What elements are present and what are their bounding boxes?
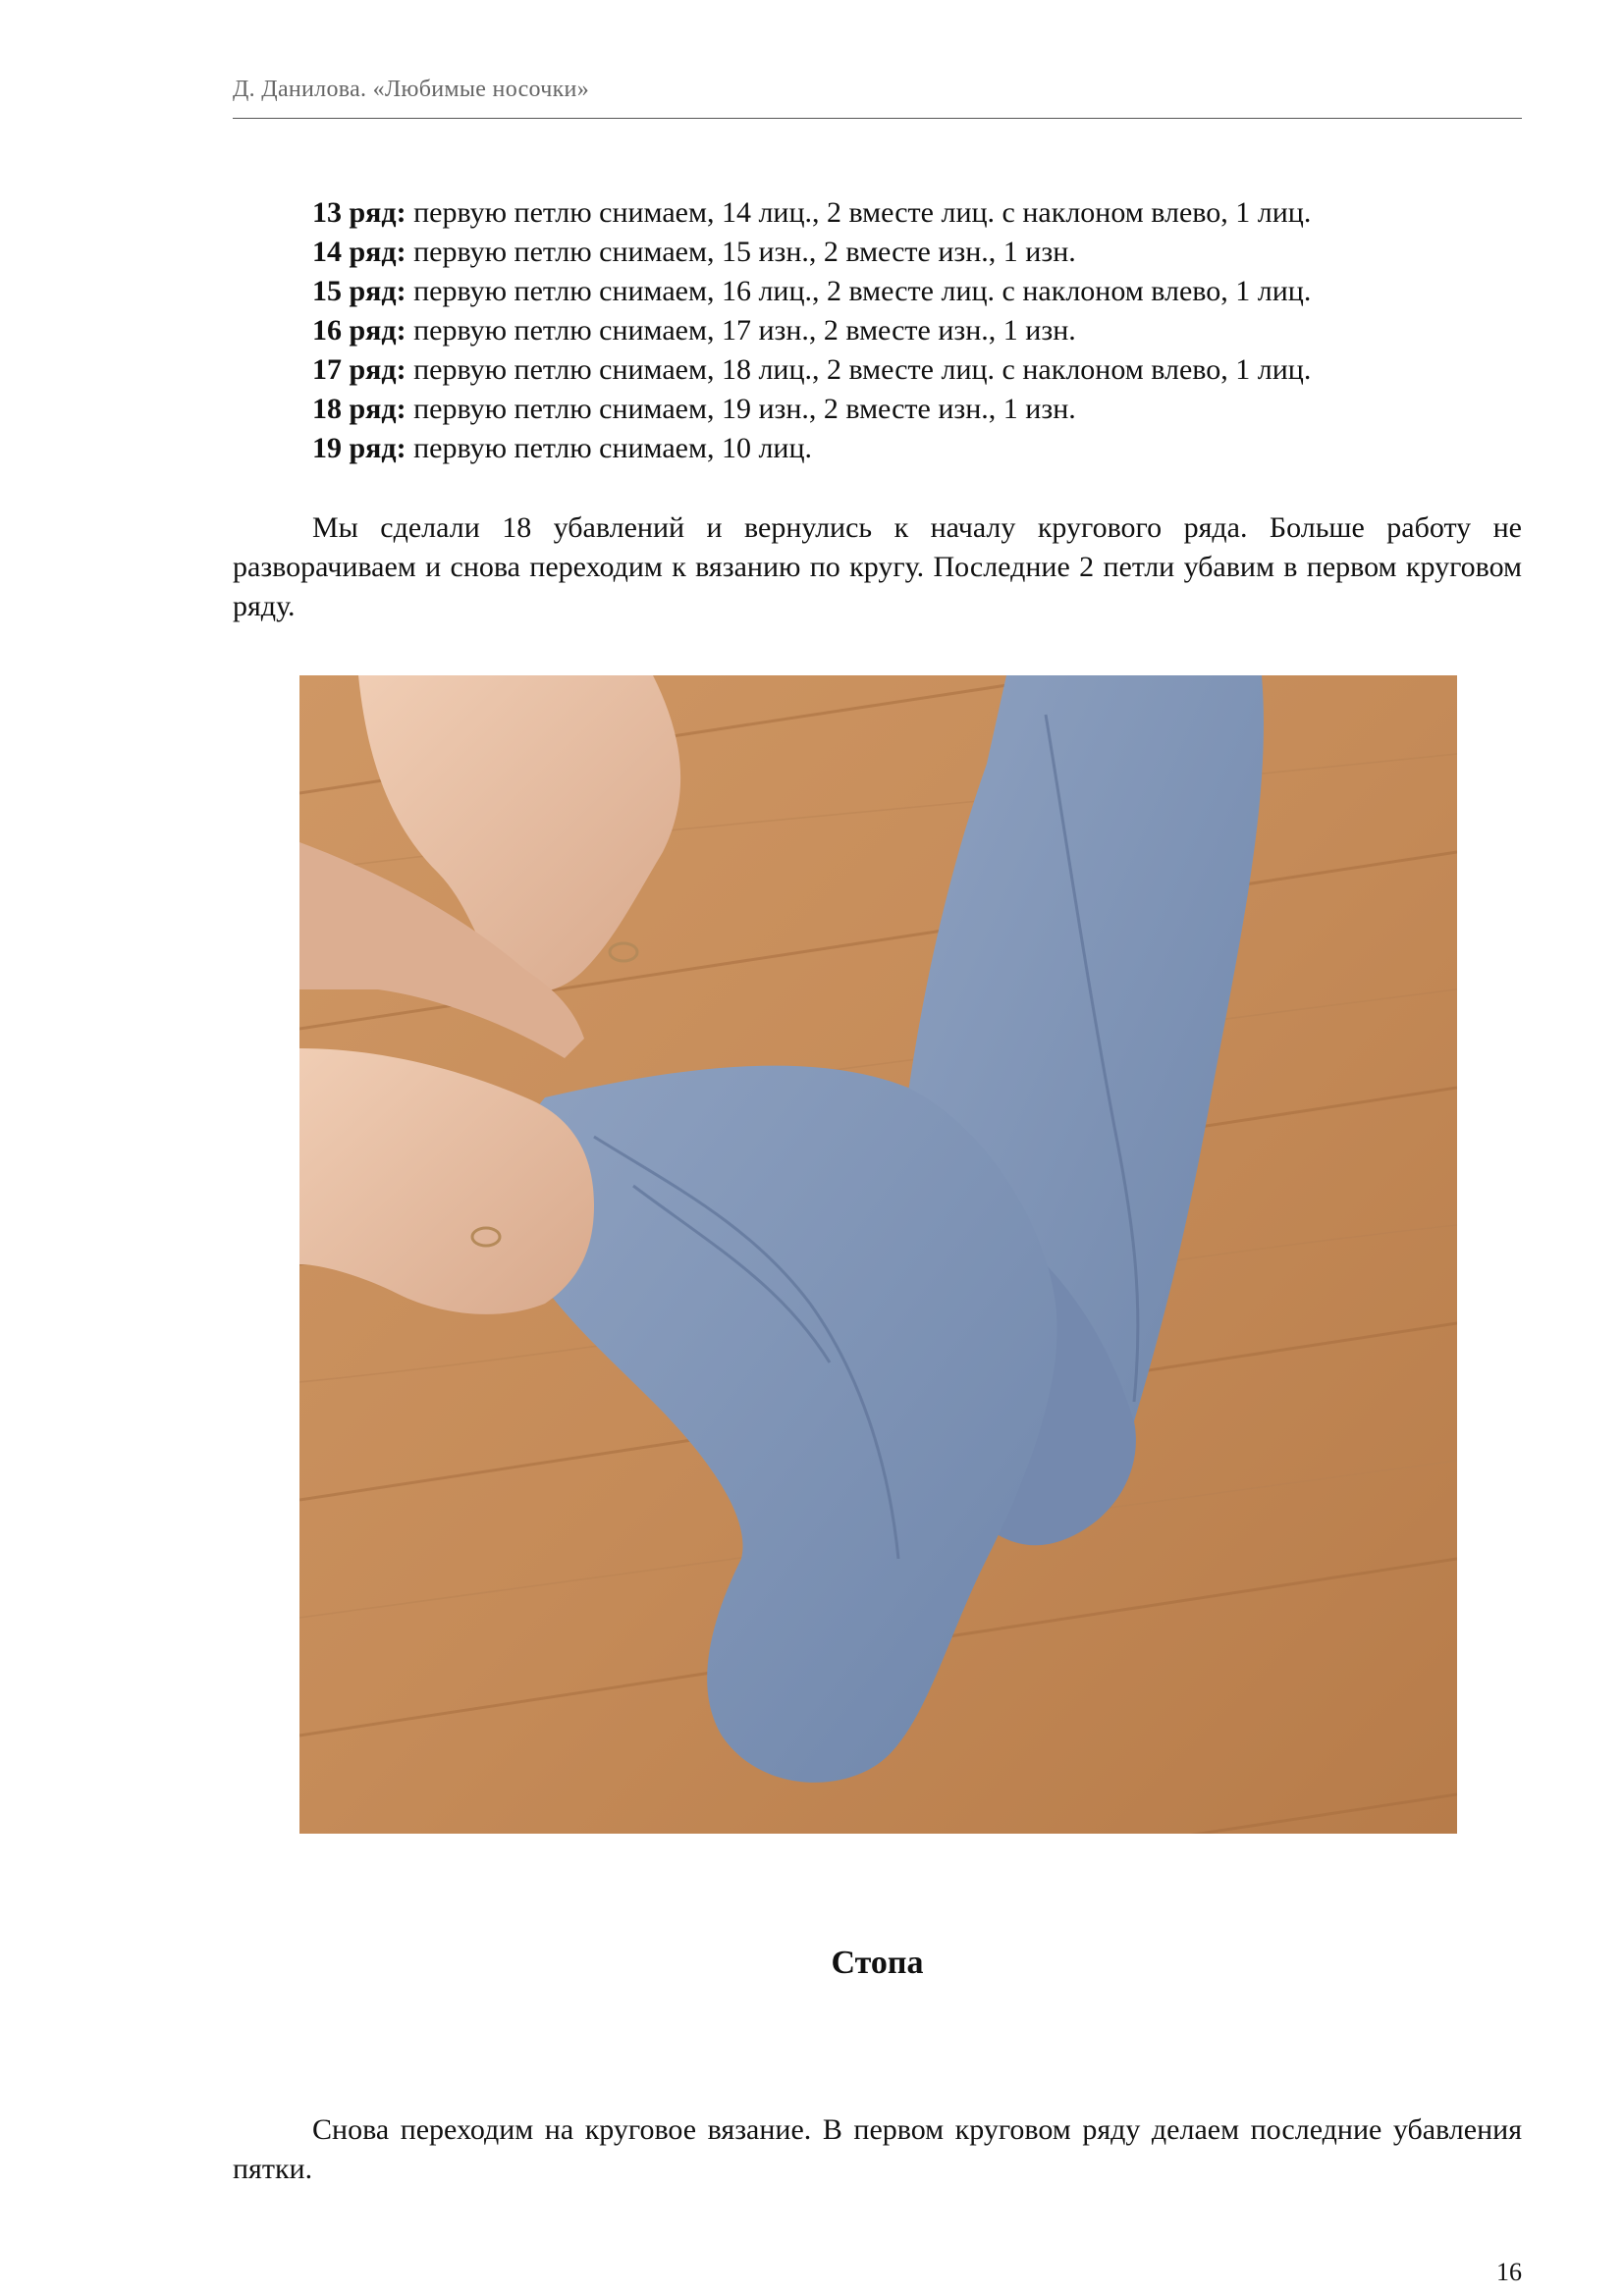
row-instruction [312, 350, 1522, 390]
row-label: 13 ряд: [312, 196, 406, 229]
row-text: первую петлю снимаем, 16 лиц., 2 вместе лиц. с наклоном влево, 1 лиц. [406, 275, 1312, 307]
row-instruction [312, 390, 1522, 429]
section-title: Стопа [831, 1945, 924, 1981]
row-instruction [312, 272, 1522, 311]
row-text: первую петлю снимаем, 15 изн., 2 вместе изн., 1 изн. [406, 236, 1076, 268]
row-label: 19 ряд: [312, 432, 406, 464]
row-label: 16 ряд: [312, 314, 406, 347]
intro-paragraph: Мы сделали 18 убавлений и вернулись к началу кругового ряда. Больше работу не разворачиваем и снова переходим к вязанию по кругу. Последние 2 петли убавим в первом круговом ряду. [233, 511, 1522, 622]
row-instruction [312, 429, 1522, 468]
row-instructions [312, 193, 1522, 468]
sock-photo-illustration [299, 675, 1457, 1834]
row-text: первую петлю снимаем, 10 лиц. [406, 432, 813, 464]
running-title: Д. Данилова. «Любимые носочки» [233, 77, 589, 102]
sock-photo [299, 675, 1457, 1834]
row-text: первую петлю снимаем, 19 изн., 2 вместе изн., 1 изн. [406, 393, 1076, 425]
row-instruction [312, 233, 1522, 272]
row-label: 17 ряд: [312, 353, 406, 386]
running-header [233, 77, 1522, 119]
row-instruction [312, 311, 1522, 350]
row-label: 18 ряд: [312, 393, 406, 425]
row-label: 14 ряд: [312, 236, 406, 268]
row-label: 15 ряд: [312, 275, 406, 307]
section-paragraph: Снова переходим на круговое вязание. В первом круговом ряду делаем последние убавления пятки. [233, 2113, 1522, 2185]
row-text: первую петлю снимаем, 14 лиц., 2 вместе лиц. с наклоном влево, 1 лиц. [406, 196, 1312, 229]
page-number: 16 [1496, 2258, 1522, 2286]
row-text: первую петлю снимаем, 18 лиц., 2 вместе лиц. с наклоном влево, 1 лиц. [406, 353, 1312, 386]
row-text: первую петлю снимаем, 17 изн., 2 вместе изн., 1 изн. [406, 314, 1076, 347]
row-instruction [312, 193, 1522, 233]
